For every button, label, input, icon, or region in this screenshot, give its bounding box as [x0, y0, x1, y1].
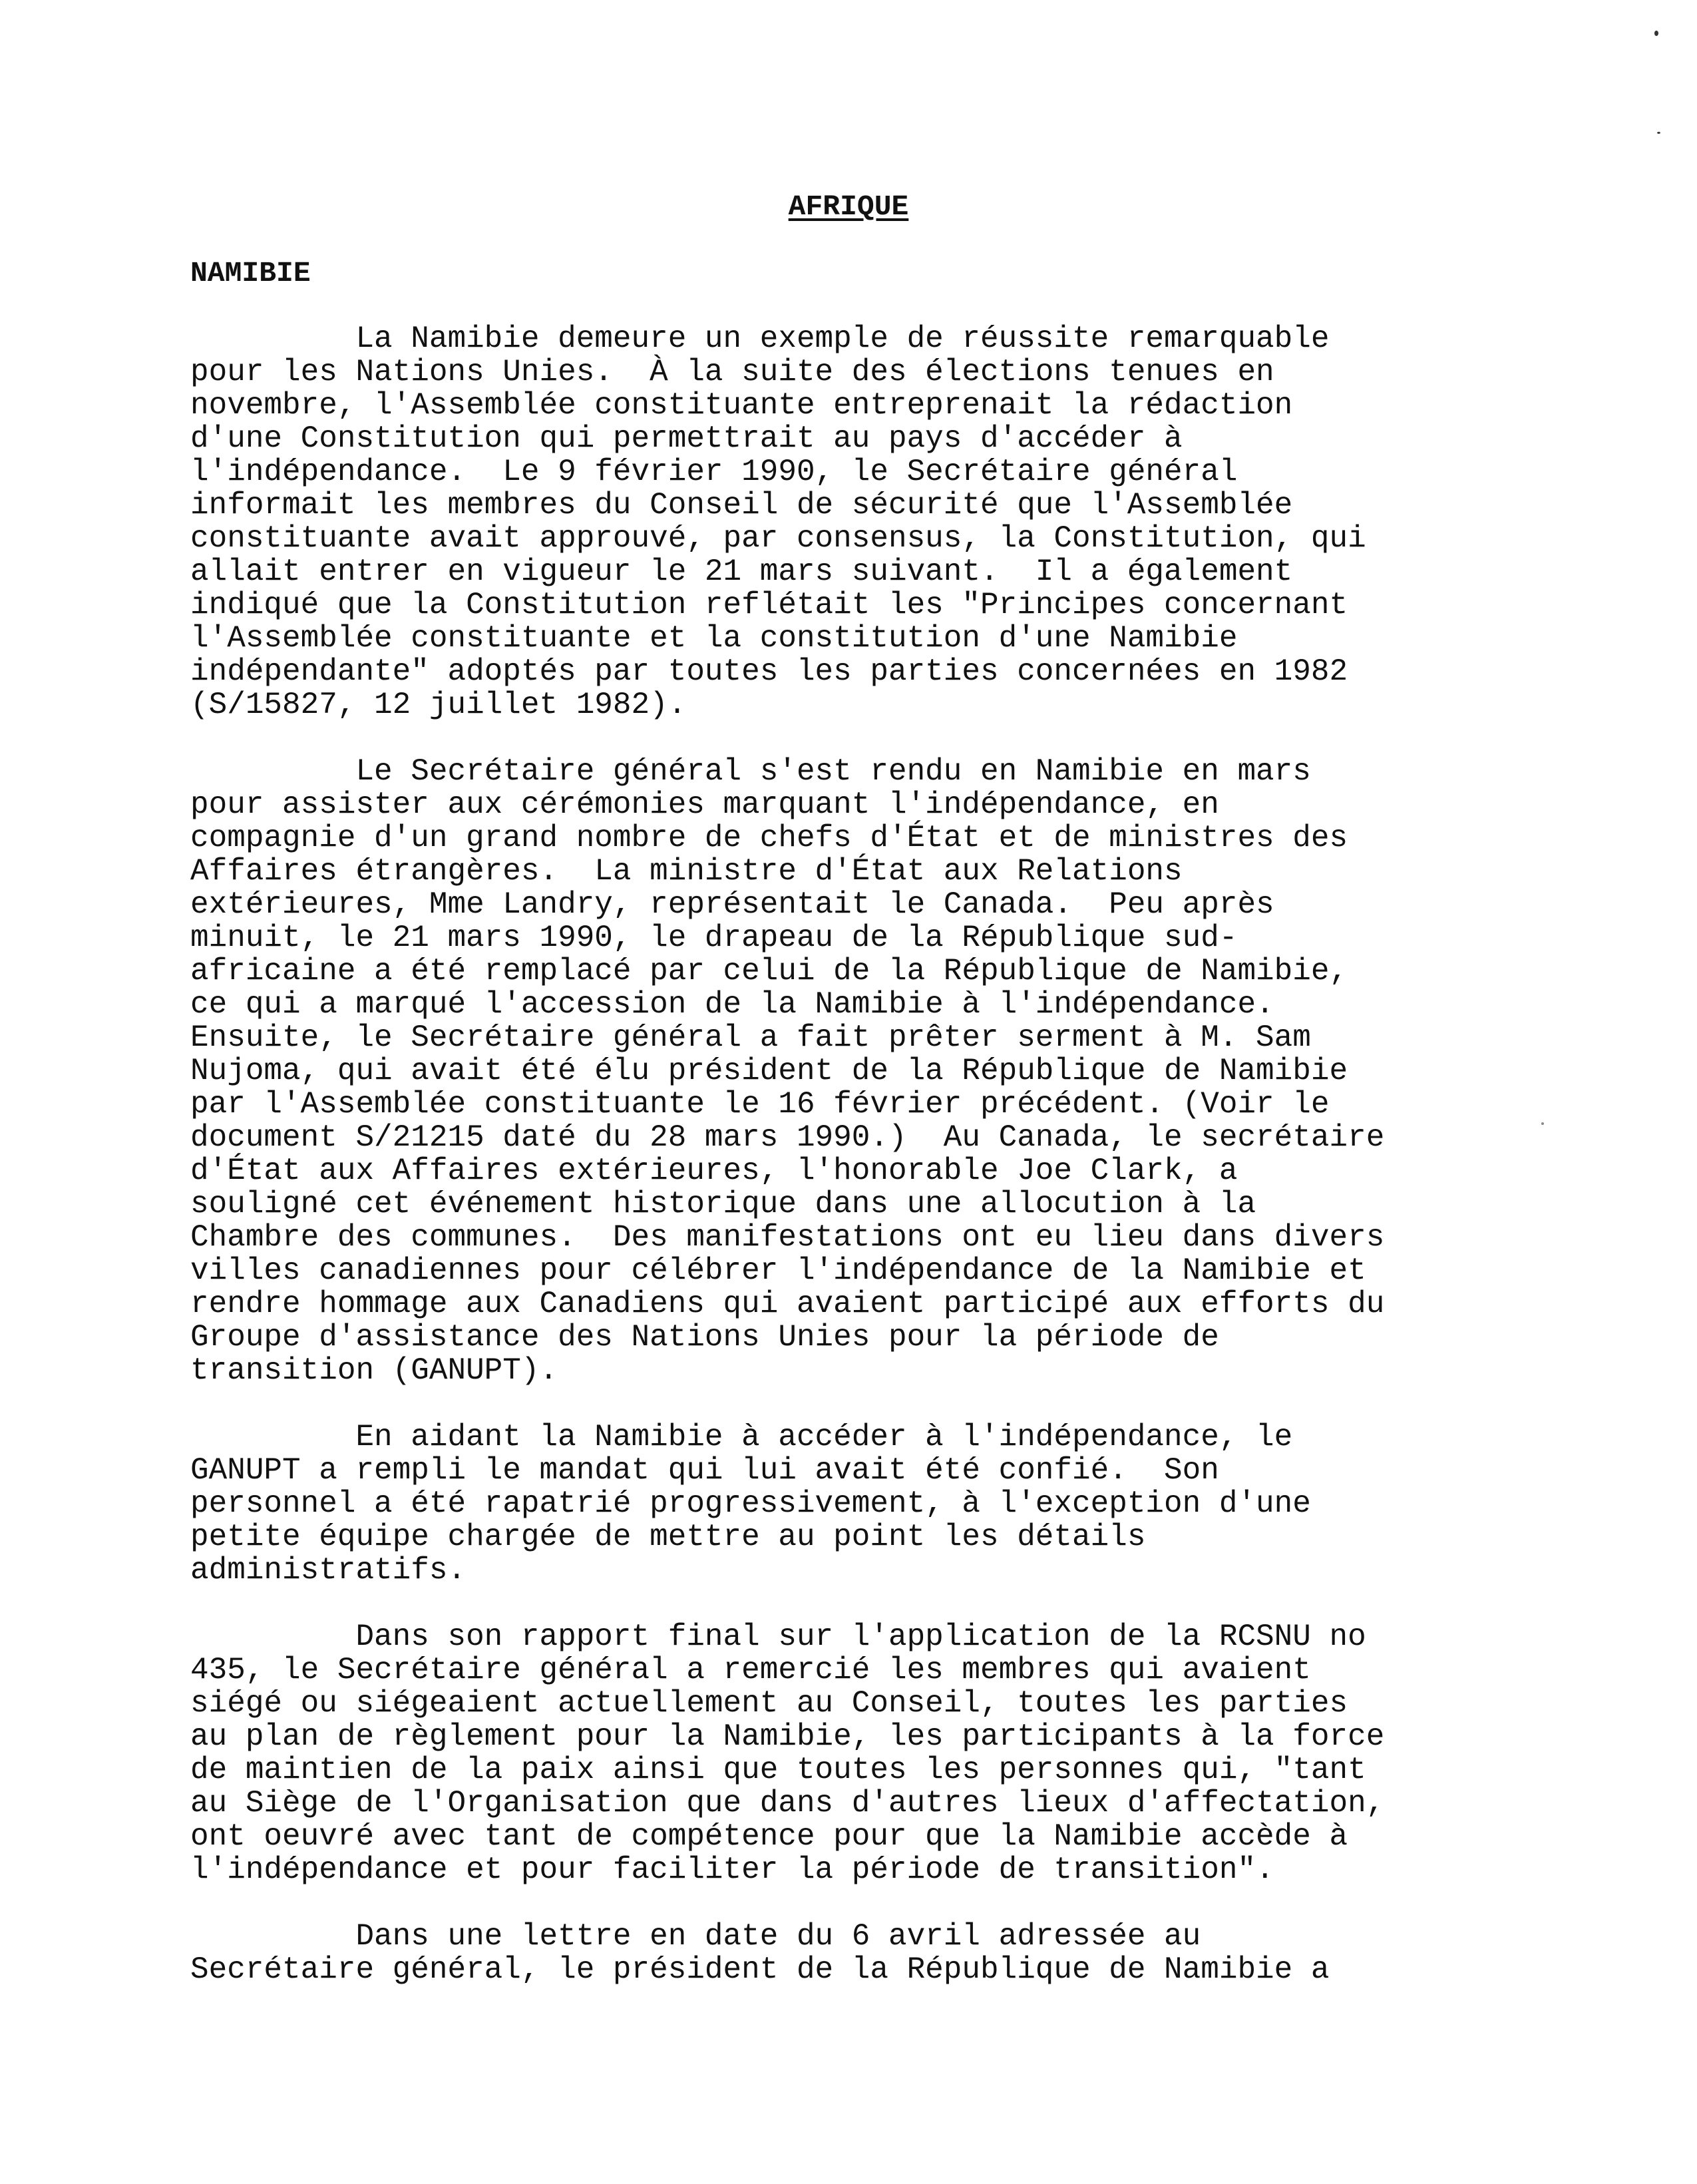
text-line: ce qui a marqué l'accession de la Namibie à l'indépendance. [190, 987, 1274, 1022]
text-line: extérieures, Mme Landry, représentait le Canada. Peu après [190, 887, 1274, 922]
text-line: (S/15827, 12 juillet 1982). [190, 688, 687, 722]
text-line: africaine a été remplacé par celui de la République de Namibie, [190, 954, 1348, 988]
text-line: En aidant la Namibie à accéder à l'indépendance, le [190, 1420, 1293, 1454]
text-line: GANUPT a rempli le mandat qui lui avait été confié. Son [190, 1453, 1219, 1488]
text-line: transition (GANUPT). [190, 1353, 558, 1388]
section-heading: AFRIQUE [788, 190, 909, 223]
text-line: Le Secrétaire général s'est rendu en Namibie en mars [190, 754, 1311, 789]
text-line: compagnie d'un grand nombre de chefs d'État et de ministres des [190, 821, 1348, 855]
country-subheading: NAMIBIE [190, 257, 311, 290]
text-line: administratifs. [190, 1553, 467, 1588]
text-line: Chambre des communes. Des manifestations ont eu lieu dans divers [190, 1220, 1385, 1255]
text-line: l'Assemblée constituante et la constitution d'une Namibie [190, 621, 1238, 656]
text-line: l'indépendance et pour faciliter la période de transition". [190, 1853, 1274, 1887]
text-line: siégé ou siégeaient actuellement au Conseil, toutes les parties [190, 1686, 1348, 1721]
text-line: au Siège de l'Organisation que dans d'autres lieux d'affectation, [190, 1786, 1385, 1821]
text-line: novembre, l'Assemblée constituante entreprenait la rédaction [190, 388, 1293, 423]
paragraph [190, 1920, 1528, 1986]
paragraph [190, 755, 1528, 1387]
text-line: pour les Nations Unies. À la suite des élections tenues en [190, 355, 1274, 389]
text-line: pour assister aux cérémonies marquant l'indépendance, en [190, 787, 1219, 822]
text-line: constituante avait approuvé, par consensus, la Constitution, qui [190, 521, 1366, 556]
text-line: l'indépendance. Le 9 février 1990, le Secrétaire général [190, 455, 1238, 489]
text-line: indiqué que la Constitution reflétait les "Principes concernant [190, 588, 1348, 622]
text-line: au plan de règlement pour la Namibie, les participants à la force [190, 1719, 1385, 1754]
text-line: petite équipe chargée de mettre au point les détails [190, 1520, 1146, 1554]
text-line: par l'Assemblée constituante le 16 février précédent. (Voir le [190, 1087, 1330, 1122]
text-line: allait entrer en vigueur le 21 mars suivant. Il a également [190, 554, 1293, 589]
paragraph [190, 1620, 1528, 1886]
text-line: Secrétaire général, le président de la République de Namibie a [190, 1952, 1330, 1987]
text-line: Nujoma, qui avait été élu président de la République de Namibie [190, 1054, 1348, 1088]
text-line: Dans son rapport final sur l'application de la RCSNU no [190, 1620, 1366, 1654]
text-line: rendre hommage aux Canadiens qui avaient participé aux efforts du [190, 1287, 1385, 1321]
text-line: informait les membres du Conseil de sécurité que l'Assemblée [190, 488, 1293, 523]
body-text [190, 322, 1528, 2020]
text-line: 435, le Secrétaire général a remercié les membres qui avaient [190, 1653, 1311, 1687]
text-line: La Namibie demeure un exemple de réussite remarquable [190, 322, 1330, 356]
text-line: Dans une lettre en date du 6 avril adressée au [190, 1919, 1201, 1954]
text-line: villes canadiennes pour célébrer l'indépendance de la Namibie et [190, 1253, 1366, 1288]
text-line: d'une Constitution qui permettrait au pays d'accéder à [190, 421, 1183, 456]
text-line: ont oeuvré avec tant de compétence pour que la Namibie accède à [190, 1819, 1348, 1854]
text-line: minuit, le 21 mars 1990, le drapeau de la République sud- [190, 921, 1238, 955]
text-line: de maintien de la paix ainsi que toutes les personnes qui, "tant [190, 1753, 1366, 1787]
paragraph [190, 322, 1528, 722]
text-line: indépendante" adoptés par toutes les parties concernées en 1982 [190, 654, 1348, 689]
text-line: personnel a été rapatrié progressivement, à l'exception d'une [190, 1486, 1311, 1521]
text-line: document S/21215 daté du 28 mars 1990.) Au Canada, le secrétaire [190, 1120, 1385, 1155]
text-line: souligné cet événement historique dans une allocution à la [190, 1187, 1256, 1221]
text-line: Groupe d'assistance des Nations Unies pour la période de [190, 1320, 1219, 1355]
scan-speck [1541, 1122, 1544, 1125]
text-line: d'État aux Affaires extérieures, l'honorable Joe Clark, a [190, 1154, 1238, 1188]
paragraph [190, 1420, 1528, 1587]
text-line: Ensuite, le Secrétaire général a fait prêter serment à M. Sam [190, 1020, 1311, 1055]
text-line: Affaires étrangères. La ministre d'État aux Relations [190, 854, 1183, 889]
scan-speck [1654, 31, 1658, 36]
scan-speck [1657, 132, 1660, 134]
